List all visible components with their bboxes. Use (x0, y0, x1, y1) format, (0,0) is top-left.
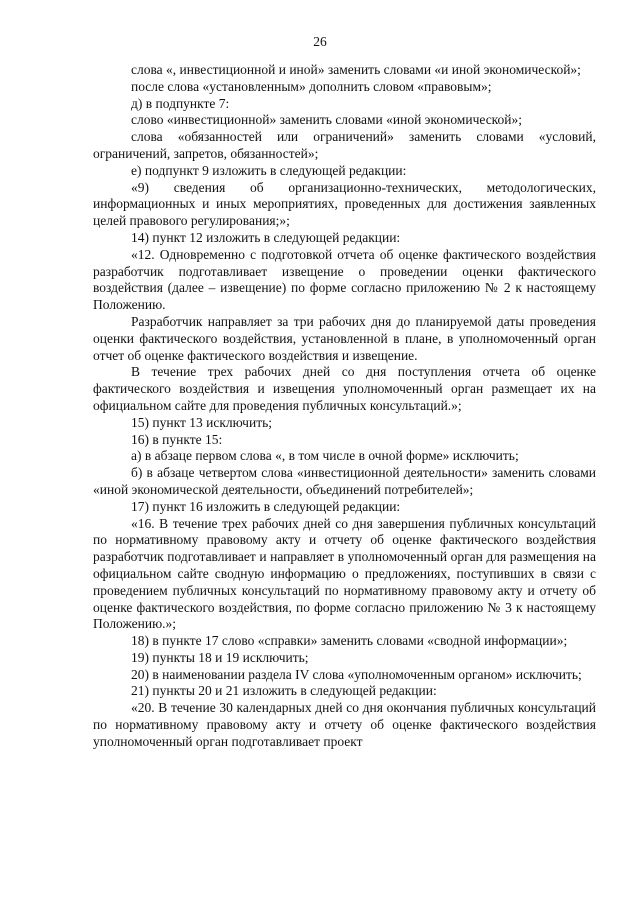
paragraph: 15) пункт 13 исключить; (131, 414, 273, 430)
paragraph: 18) в пункте 17 слово «справки» заменить словами «сводной информации»; (131, 633, 568, 649)
paragraph: 17) пункт 16 изложить в следующей редакции: (131, 498, 401, 514)
page-number: 26 (313, 34, 327, 49)
paragraph: «12. Одновременно с подготовкой отчета об оценке фактического воздействия разработчик подготавливает извещение о проведении оценки фактического воздействия (далее – извещение) по форме согласно приложению № 2 к настоящему Положению. (93, 246, 596, 313)
paragraph: 14) пункт 12 изложить в следующей редакции: (131, 229, 401, 245)
document-body (93, 62, 596, 751)
paragraph: 20) в наименовании раздела IV слова «уполномоченным органом» исключить; (131, 666, 582, 682)
paragraph: е) подпункт 9 изложить в следующей редакции: (131, 162, 407, 178)
paragraph: слова «обязанностей или ограничений» заменить словами «условий, ограничений, запретов, обязанностей»; (93, 129, 596, 161)
paragraph: В течение трех рабочих дней со дня поступления отчета об оценке фактического воздействия и извещения уполномоченный орган размещает их на официальном сайте для проведения публичных консультаций.»; (93, 364, 596, 413)
paragraph: д) в подпункте 7: (131, 95, 230, 111)
paragraph: Разработчик направляет за три рабочих дня до планируемой даты проведения оценки фактического воздействия, установленной в плане, в уполномоченный орган отчет об оценке фактического воздействия и извещение. (93, 313, 596, 363)
paragraph: слова «, инвестиционной и иной» заменить словами «и иной экономической»; (131, 62, 581, 77)
paragraph: «20. В течение 30 календарных дней со дня окончания публичных консультаций по нормативному правовому акту и отчету об оценке фактического воздействия уполномоченный орган подготавливает проект (93, 700, 596, 749)
paragraph: 21) пункты 20 и 21 изложить в следующей редакции: (131, 683, 437, 699)
paragraph: 16) в пункте 15: (131, 431, 223, 447)
paragraph: б) в абзаце четвертом слова «инвестиционной деятельности» заменить словами «иной экономической деятельности, объединений потребителей»; (93, 465, 596, 497)
paragraph: «9) сведения об организационно-технических, методологических, информационных и иных мероприятиях, проведенных для достижения заявленных целей правового регулирования;»; (93, 179, 596, 229)
paragraph: «16. В течение трех рабочих дней со дня завершения публичных консультаций по нормативному правовому акту и отчету об оценке фактического воздействия разработчик подготавливает и направляет в уполномоченный орган для размещения на официальном сайте сводную информацию о предложениях, поступивших в связи с проведением публичных консультаций по нормативному правовому акту и отчету об оценке фактического воздействия, по форме согласно приложению № 3 к настоящему Положению.»; (93, 515, 596, 632)
paragraph: после слова «установленным» дополнить словом «правовым»; (131, 78, 492, 94)
paragraph: слово «инвестиционной» заменить словами «иной экономической»; (131, 112, 523, 128)
paragraph: а) в абзаце первом слова «, в том числе в очной форме» исключить; (131, 448, 519, 464)
paragraph: 19) пункты 18 и 19 исключить; (131, 649, 309, 665)
